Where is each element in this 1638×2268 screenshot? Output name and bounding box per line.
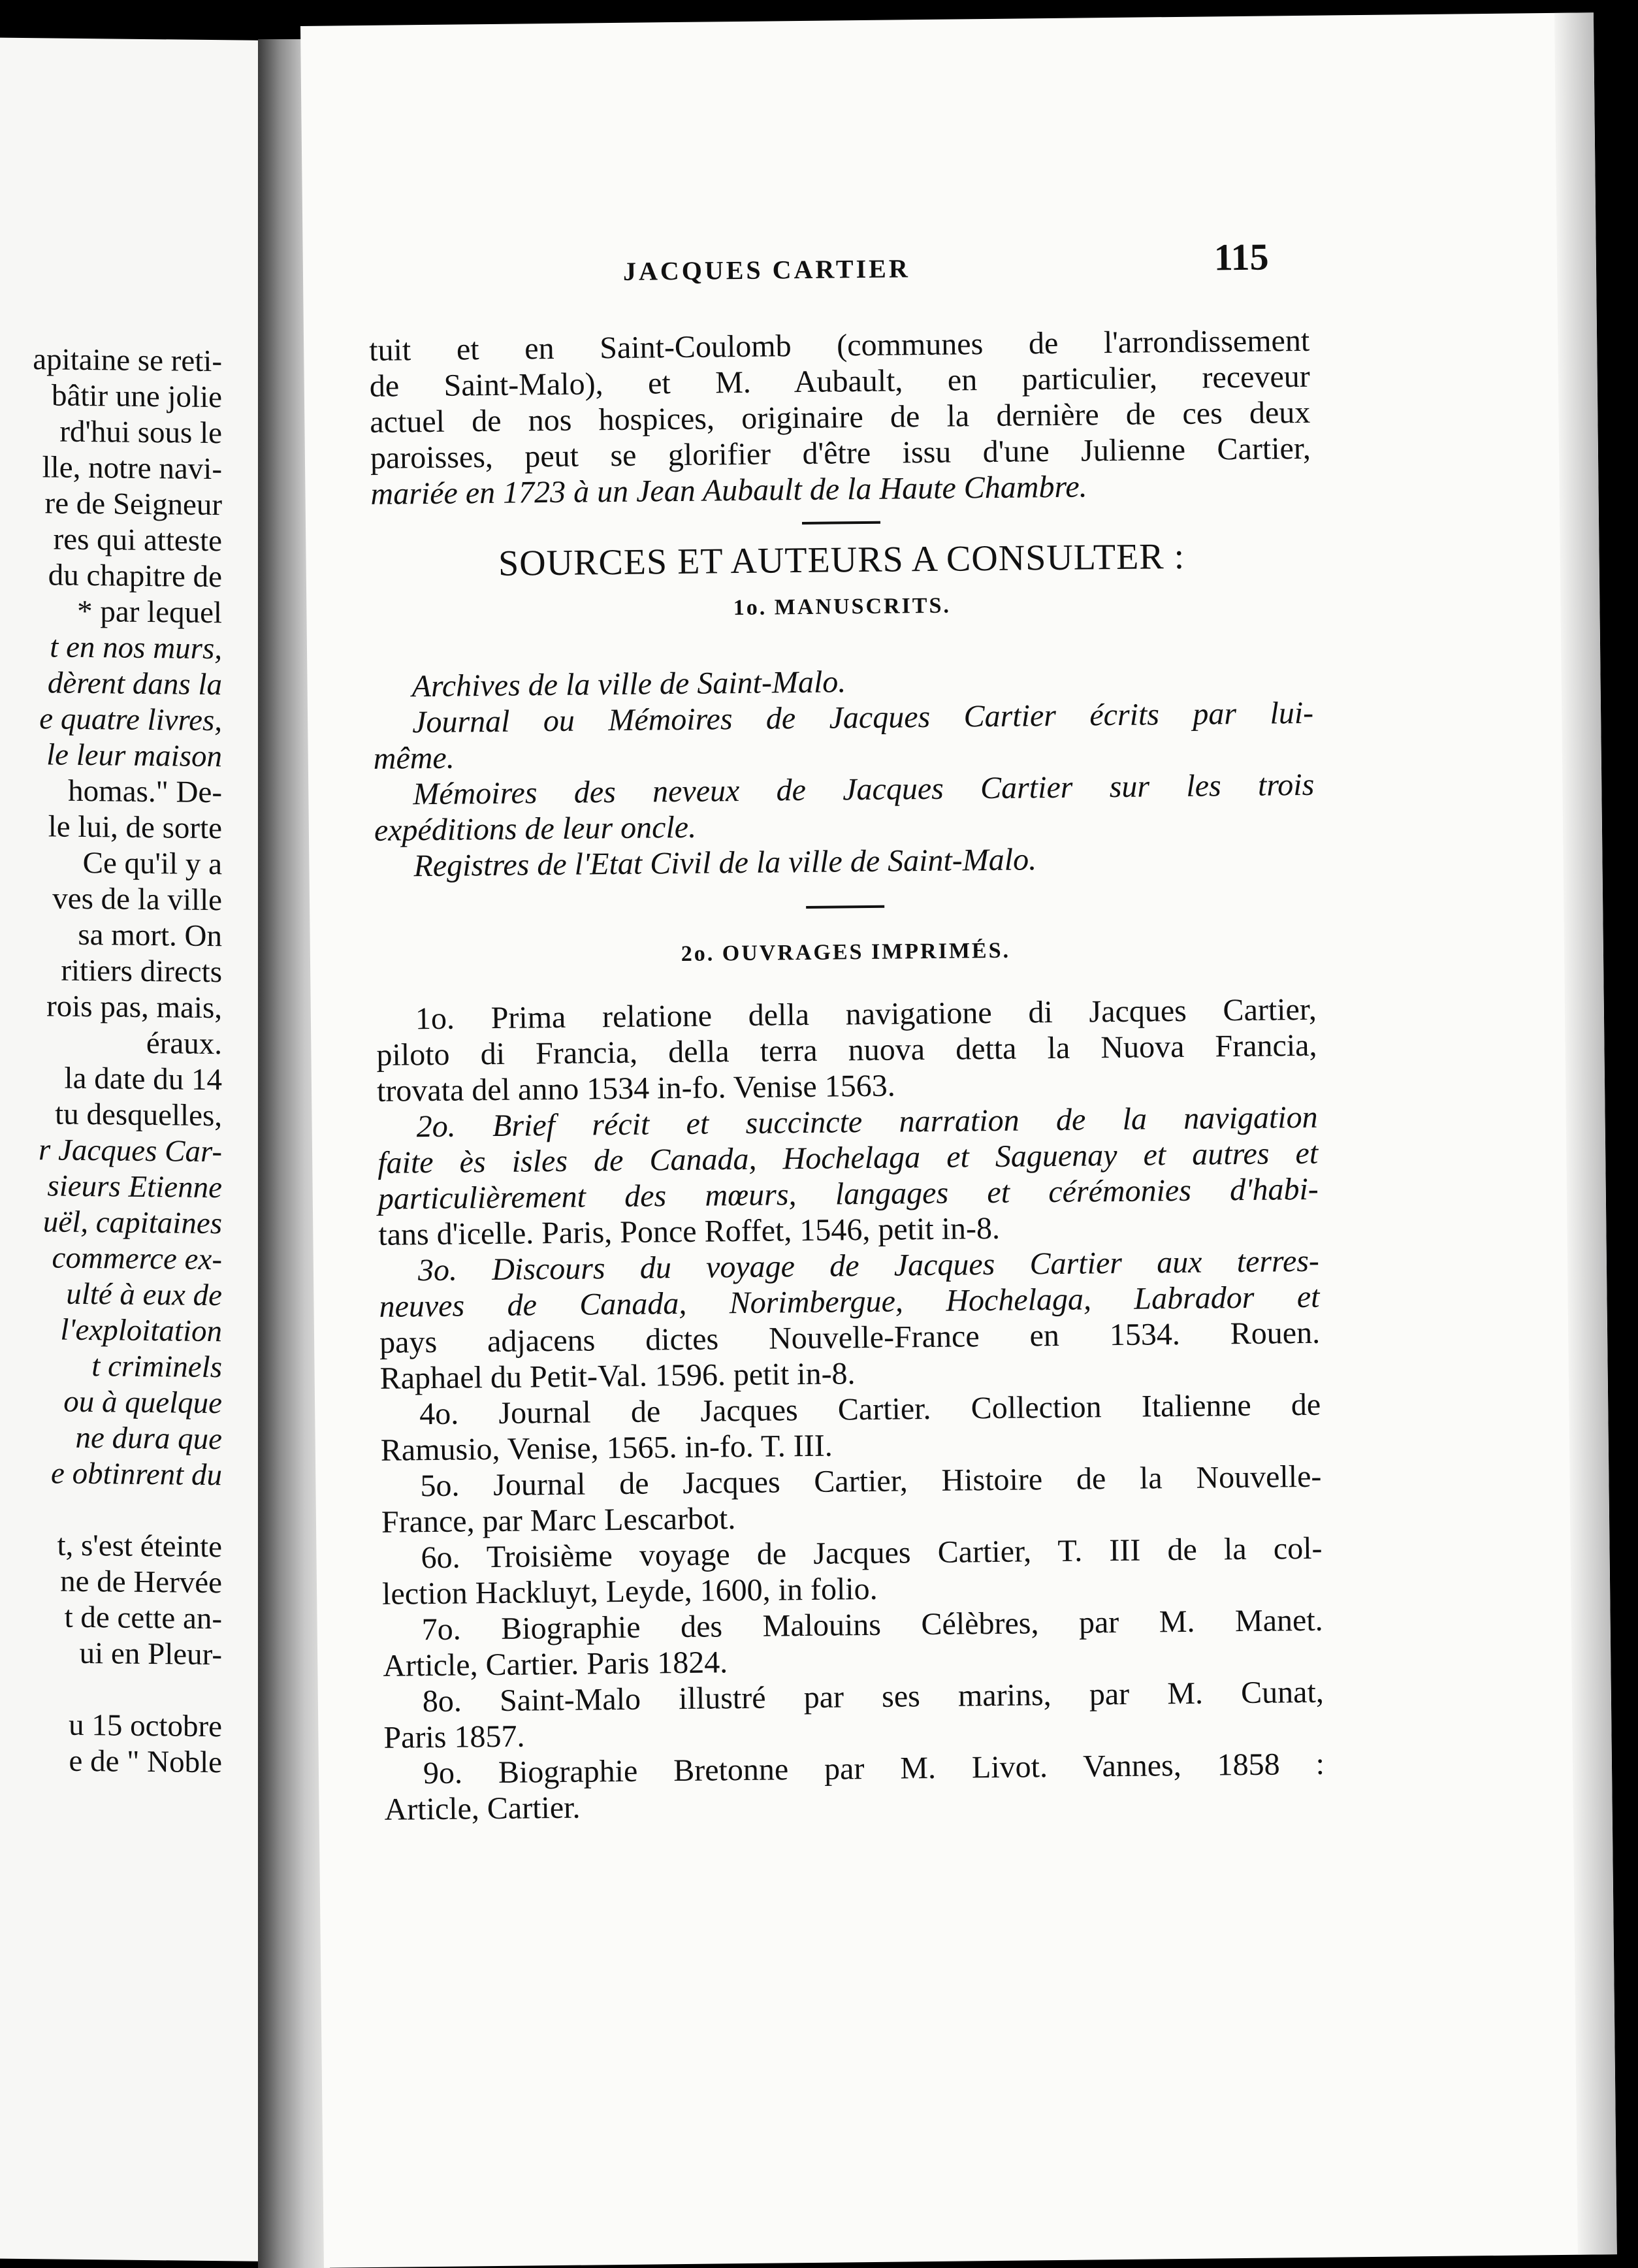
facing-line: du chapitre de: [48, 558, 222, 594]
facing-line: t criminels: [91, 1349, 222, 1385]
ouvrage-line: Ramusio, Venise, 1565. in-fo. T. III.: [380, 1428, 833, 1468]
facing-line: ulté à eux de: [66, 1276, 222, 1313]
ouvrage-line: 3o. Discours du voyage de Jacques Cartier aux terres-: [417, 1243, 1320, 1288]
ouvrage-line: Raphael du Petit-Val. 1596. petit in-8.: [379, 1356, 856, 1396]
facing-line: res qui atteste: [53, 522, 222, 559]
manuscrits-heading: 1o. MANUSCRITS.: [733, 593, 952, 621]
facing-line: ne dura que: [75, 1420, 222, 1457]
facing-line: commerce ex-: [52, 1240, 222, 1277]
facing-line: t de cette an-: [64, 1600, 222, 1636]
section-rule: [802, 521, 880, 525]
ouvrage-line: 1o. Prima relatione della navigatione di Jacques Cartier,: [415, 992, 1317, 1037]
facing-page-text: [0, 342, 222, 1781]
running-head: JACQUES CARTIER: [622, 253, 910, 286]
manuscrit-line: Registres de l'Etat Civil de la ville de Saint-Malo.: [413, 842, 1037, 884]
ouvrage-line: Article, Cartier. Paris 1824.: [383, 1645, 728, 1683]
facing-line: Ce qu'il y a: [82, 845, 222, 882]
ouvrage-line: 8o. Saint-Malo illustré par ses marins, par M. Cunat,: [422, 1674, 1325, 1719]
facing-page-left: [0, 38, 294, 2262]
facing-line: r Jacques Car-: [38, 1133, 222, 1169]
main-page: [300, 12, 1617, 2268]
facing-line: homas." De-: [68, 773, 222, 810]
facing-line: éraux.: [146, 1026, 222, 1061]
page-number: 115: [1213, 235, 1269, 279]
ouvrage-line: Paris 1857.: [383, 1719, 525, 1755]
facing-line: [0, 1671, 222, 1709]
facing-line: le leur maison: [46, 737, 222, 774]
intro-paragraph: [369, 323, 1311, 512]
text-line: paroisses, peut se glorifier d'être issu d'une Julienne Cartier,: [370, 430, 1311, 476]
facing-line: e quatre livres,: [39, 702, 222, 738]
ouvrage-line: tans d'icelle. Paris, Ponce Roffet, 1546, petit in-8.: [378, 1210, 1001, 1252]
manuscrit-line: même.: [373, 740, 455, 776]
page-edge-shadow: [1554, 12, 1617, 2254]
facing-line: rd'hui sous le: [59, 414, 222, 451]
text-line: mariée en 1723 à un Jean Aubault de la Haute Chambre.: [370, 469, 1087, 511]
facing-line: * par lequel: [77, 594, 222, 630]
facing-line: sa mort. On: [78, 917, 222, 954]
facing-line: ne de Hervée: [60, 1564, 222, 1600]
manuscrits-list: [372, 659, 1315, 884]
ouvrage-line: particulièrement des mœurs, langages et cérémonies d'habi-: [377, 1171, 1319, 1216]
imprimes-list: [376, 992, 1325, 1828]
manuscrit-line: Journal ou Mémoires de Jacques Cartier écrits par lui-: [411, 695, 1314, 740]
page-header: [303, 231, 1597, 297]
facing-line: le lui, de sorte: [48, 809, 222, 846]
facing-line: t, s'est éteinte: [57, 1528, 222, 1564]
ouvrage-line: 6o. Troisième voyage de Jacques Cartier, T. III de la col-: [421, 1531, 1323, 1576]
ouvrage-line: 4o. Journal de Jacques Cartier. Collection Italienne de: [419, 1387, 1321, 1432]
facing-line: [0, 1491, 222, 1530]
facing-line: e de " Noble: [69, 1743, 222, 1780]
text-line: actuel de nos hospices, originaire de la dernière de ces deux: [370, 395, 1311, 440]
facing-line: t en nos murs,: [50, 630, 222, 666]
facing-line: apitaine se reti-: [33, 342, 222, 379]
ouvrage-line: neuves de Canada, Norimbergue, Hochelaga, Labrador et: [379, 1279, 1320, 1324]
facing-line: bâtir une jolie: [51, 378, 222, 415]
facing-line: ves de la ville: [52, 881, 222, 918]
facing-line: u 15 octobre: [69, 1708, 222, 1744]
facing-line: dèrent dans la: [47, 666, 222, 702]
text-line: de Saint-Malo), et M. Aubault, en particulier, receveur: [369, 359, 1310, 404]
facing-line: rois pas, mais,: [46, 989, 222, 1026]
page-body: [369, 323, 1325, 1828]
facing-line: tu desquelles,: [55, 1097, 222, 1133]
ouvrage-line: trovata del anno 1534 in-fo. Venise 1563.: [376, 1068, 895, 1109]
ouvrage-line: France, par Marc Lescarbot.: [381, 1501, 736, 1540]
facing-line: la date du 14: [64, 1061, 222, 1097]
ouvrage-line: 9o. Biographie Bretonne par M. Livot. Vannes, 1858 :: [423, 1746, 1325, 1791]
imprimes-heading: 2o. OUVRAGES IMPRIMÉS.: [681, 938, 1011, 966]
facing-line: ritiers directs: [61, 953, 222, 990]
ouvrage-line: 5o. Journal de Jacques Cartier, Histoire de la Nouvelle-: [420, 1459, 1322, 1504]
ouvrage-line: piloto di Francia, della terra nuova detta la Nuova Francia,: [376, 1028, 1317, 1073]
ouvrage-line: 7o. Biographie des Malouins Célèbres, par M. Manet.: [421, 1602, 1323, 1647]
facing-line: ou à quelque: [63, 1384, 222, 1421]
manuscrit-line: Mémoires des neveux de Jacques Cartier sur les trois: [413, 767, 1315, 812]
facing-line: re de Seigneur: [44, 486, 222, 523]
facing-line: ui en Pleur-: [79, 1636, 222, 1672]
ouvrage-line: lection Hackluyt, Leyde, 1600, in folio.: [381, 1571, 878, 1612]
ouvrage-line: Article, Cartier.: [384, 1790, 581, 1827]
facing-line: uël, capitaines: [42, 1205, 222, 1241]
ouvrage-line: faite ès isles de Canada, Hochelaga et Saguenay et autres et: [377, 1135, 1319, 1180]
manuscrit-line: Archives de la ville de Saint-Malo.: [411, 664, 846, 704]
ouvrage-line: 2o. Brief récit et succincte narration de la navigation: [416, 1099, 1318, 1144]
section-rule: [806, 905, 884, 909]
ouvrage-line: pays adjacens dictes Nouvelle-France en 1534. Rouen.: [379, 1315, 1321, 1360]
facing-line: lle, notre navi-: [42, 450, 222, 487]
facing-line: sieurs Etienne: [47, 1169, 222, 1205]
manuscrit-line: expéditions de leur oncle.: [374, 809, 697, 848]
text-line: tuit et en Saint-Coulomb (communes de l'arrondissement: [368, 323, 1310, 368]
section-title: SOURCES ET AUTEURS A CONSULTER :: [498, 536, 1185, 584]
facing-line: l'exploitation: [60, 1312, 222, 1349]
facing-line: e obtinrent du: [51, 1456, 222, 1493]
